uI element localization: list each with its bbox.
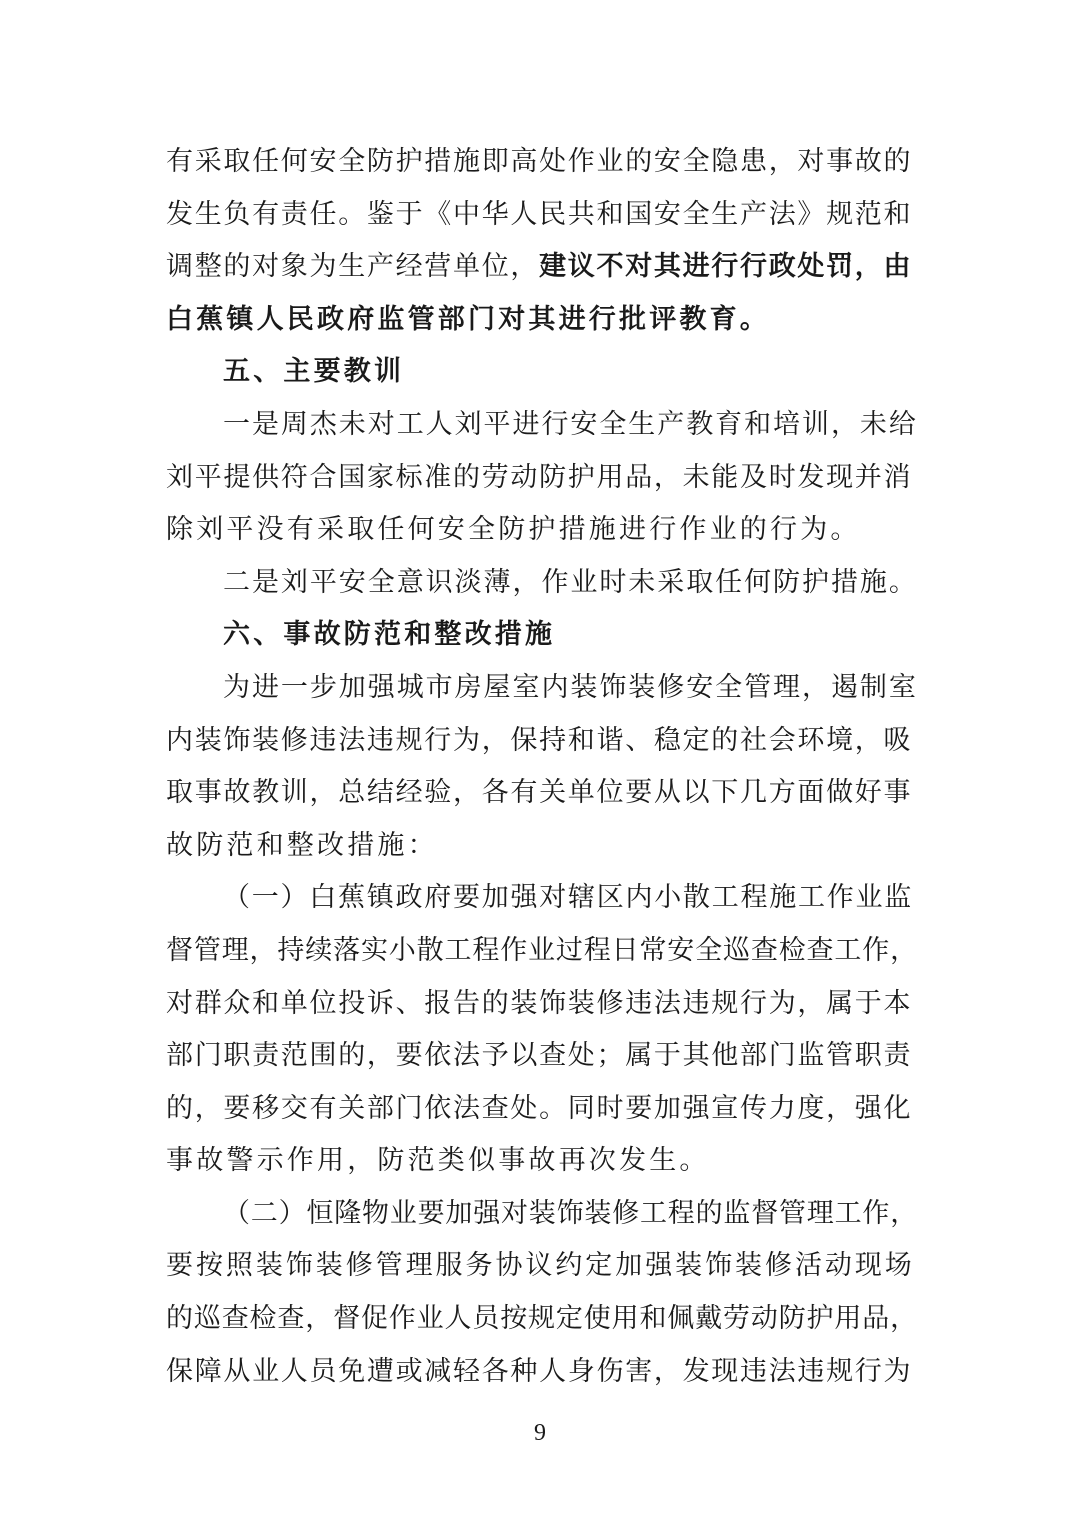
text-line	[166, 925, 918, 978]
bold-text-run: 建议不对其进行行政处罚，由	[539, 251, 913, 283]
text-line	[166, 715, 918, 768]
heading-text: 六、事故防范和整改措施	[223, 619, 556, 651]
text-run: 发生负有责任。鉴于《中华人民共和国安全生产法》规范和	[166, 198, 913, 230]
text-line	[166, 399, 918, 452]
text-run: 督管理，持续落实小散工程作业过程日常安全巡查检查工作，	[166, 934, 918, 966]
text-run: 为进一步加强城市房屋室内装饰装修安全管理，遏制室	[223, 671, 918, 703]
text-run: （一）白蕉镇政府要加强对辖区内小散工程施工作业监	[223, 882, 913, 914]
text-line	[166, 504, 918, 557]
text-run: 对群众和单位投诉、报告的装饰装修违法违规行为，属于本	[166, 987, 913, 1019]
text-run: 的，要移交有关部门依法查处。同时要加强宣传力度，强化	[166, 1092, 913, 1124]
bold-text-run: 白蕉镇人民政府监管部门对其进行批评教育。	[166, 303, 770, 335]
text-run: 部门职责范围的，要依法予以查处；属于其他部门监管职责	[166, 1040, 913, 1072]
heading-text: 五、主要教训	[223, 356, 405, 388]
body-text	[166, 136, 918, 1398]
text-line	[166, 1240, 918, 1293]
text-run: （二）恒隆物业要加强对装饰装修工程的监督管理工作，	[223, 1197, 918, 1229]
text-line	[166, 189, 918, 242]
text-run: 调整的对象为生产经营单位，	[166, 251, 540, 283]
text-run: 要按照装饰装修管理服务协议约定加强装饰装修活动现场	[166, 1250, 915, 1282]
text-run: 刘平提供符合国家标准的劳动防护用品，未能及时发现并消	[166, 461, 913, 493]
text-line	[166, 557, 918, 610]
text-run: 的巡查检查，督促作业人员按规定使用和佩戴劳动防护用品，	[166, 1303, 918, 1335]
text-line	[166, 136, 918, 189]
text-line	[166, 662, 918, 715]
text-line	[166, 1188, 918, 1241]
text-run: 取事故教训，总结经验，各有关单位要从以下几方面做好事	[166, 777, 913, 809]
text-line	[166, 1135, 918, 1188]
page-number: 9	[534, 1420, 546, 1446]
text-run: 故防范和整改措施：	[166, 829, 438, 861]
text-line	[166, 452, 918, 505]
section-heading-lessons	[166, 346, 918, 399]
text-line	[166, 294, 918, 347]
text-run: 保障从业人员免遭或减轻各种人身伤害，发现违法违规行为	[166, 1355, 913, 1387]
text-line	[166, 767, 918, 820]
text-line	[166, 978, 918, 1031]
text-line	[166, 872, 918, 925]
text-line	[166, 1293, 918, 1346]
text-run: 事故警示作用，防范类似事故再次发生。	[166, 1145, 710, 1177]
text-run: 内装饰装修违法违规行为，保持和谐、稳定的社会环境，吸	[166, 724, 913, 756]
text-run: 一是周杰未对工人刘平进行安全生产教育和培训，未给	[223, 408, 918, 440]
text-line	[166, 1083, 918, 1136]
text-run: 有采取任何安全防护措施即高处作业的安全隐患，对事故的	[166, 146, 913, 177]
text-line	[166, 1030, 918, 1083]
text-line	[166, 241, 918, 294]
text-run: 除刘平没有采取任何安全防护措施进行作业的行为。	[166, 514, 861, 546]
text-line	[166, 820, 918, 873]
text-run: 二是刘平安全意识淡薄，作业时未采取任何防护措施。	[223, 566, 918, 598]
section-heading-measures	[166, 609, 918, 662]
text-line	[166, 1346, 918, 1399]
